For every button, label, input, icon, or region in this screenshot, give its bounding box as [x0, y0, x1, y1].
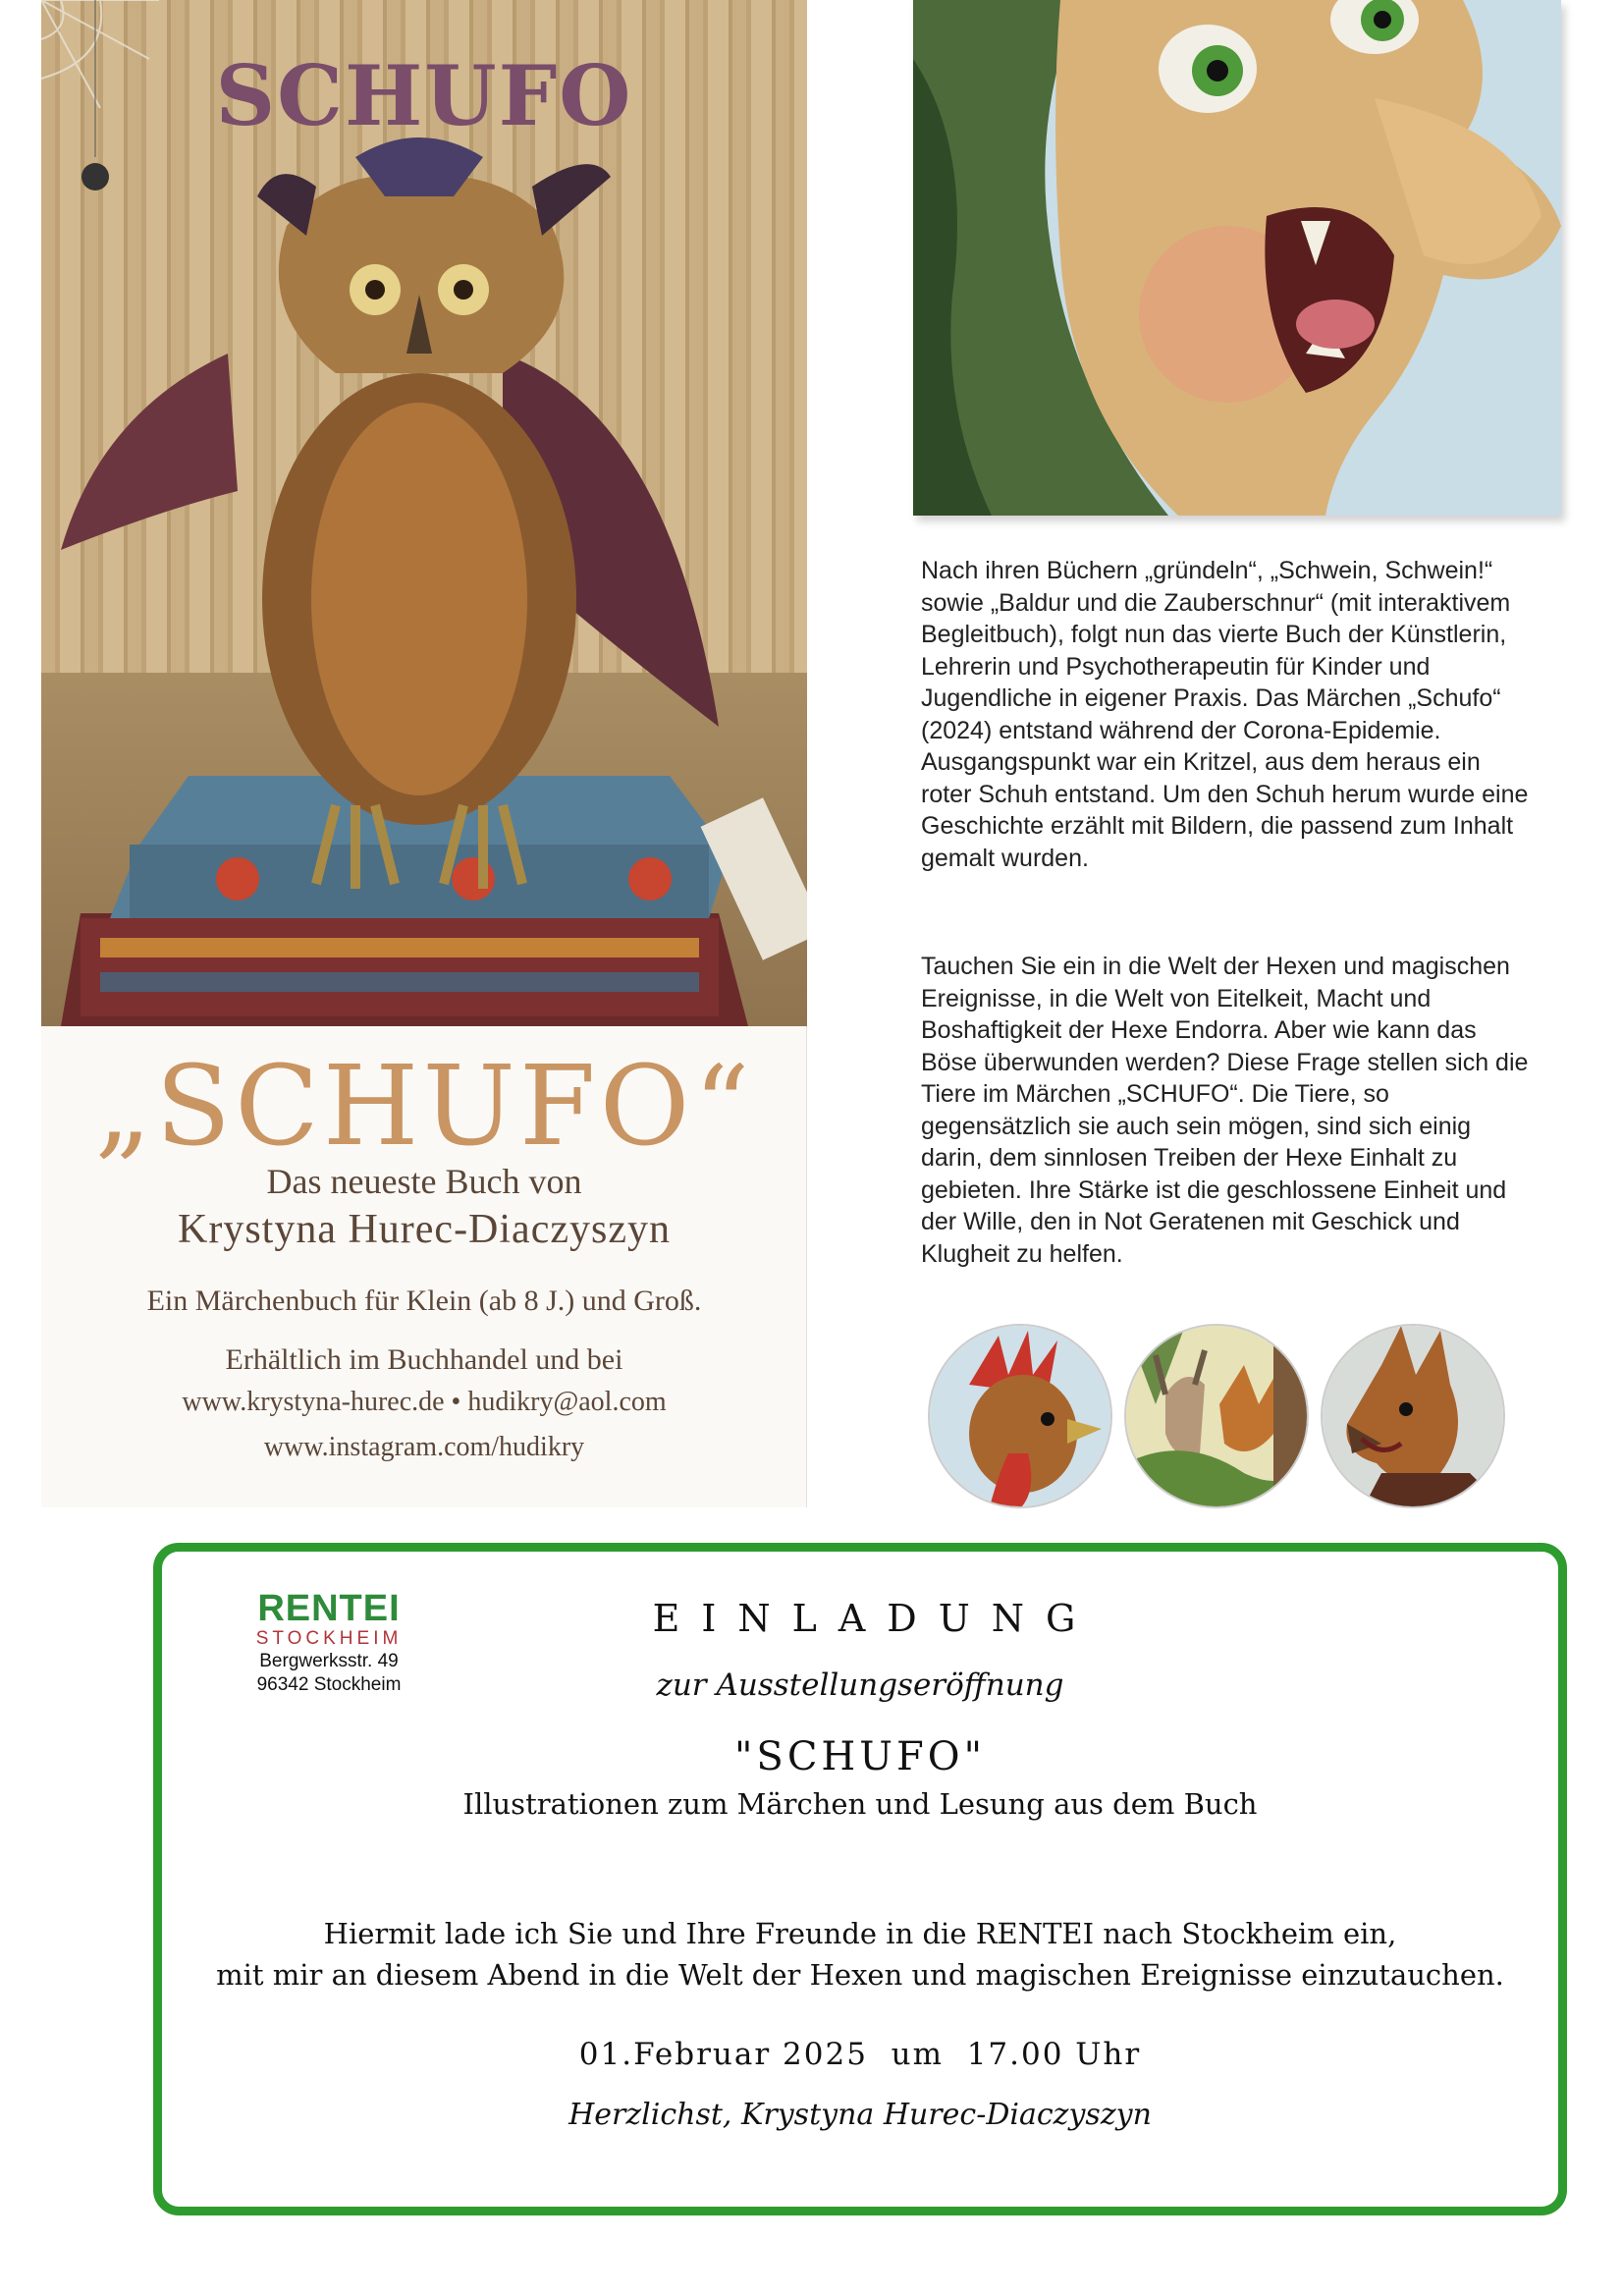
cover-instagram: www.instagram.com/hudikry — [263, 1432, 585, 1462]
invitation-subtitle: Illustrationen zum Märchen und Lesung aus dem Buch — [462, 1787, 1258, 1821]
cover-title: SCHUFO — [215, 47, 633, 144]
logo-street: Bergwerksstr. 49 — [259, 1651, 399, 1671]
invitation-text-line-1: Hiermit lade ich Sie und Ihre Freunde in die RENTEI nach Stockheim ein, — [323, 1917, 1397, 1950]
invitation-occasion: zur Ausstellungseröffnung — [656, 1667, 1064, 1703]
cover-big-title: „SCHUFO“ — [94, 1043, 754, 1171]
invitation-heading: EINLADUNG — [652, 1597, 1098, 1640]
book-cover — [41, 0, 807, 1507]
cover-illustration-owl — [41, 0, 807, 1026]
rooster-illustration — [928, 1324, 1112, 1508]
logo-name: RENTEI — [257, 1588, 401, 1629]
book-description-paragraph-1: Nach ihren Büchern „gründeln“, „Schwein, Schwein!“ sowie „Baldur und die Zauberschnur“ (mit interaktivem Begleitbuch), folgt nun das vierte Buch der Künstlerin, Lehrerin und Psychotherapeutin für Kinder und Jugendliche in eigener Praxis. Das Märchen „Schufo“ (2024) entstand während der Corona-Epidemie. Ausgangspunkt war ein Kritzel, aus dem heraus ein roter Schuh entstand. Um den Schuh herum wurde eine Geschichte erzählt mit Bildern, die passend zum Inhalt gemalt wurden. — [921, 557, 1529, 872]
invitation-frame — [153, 1543, 1567, 2215]
invitation-text-line-2: mit mir an diesem Abend in die Welt der Hexen und magischen Ereignisse einzutauchen. — [216, 1958, 1504, 1992]
cover-availability: Erhältlich im Buchhandel und bei — [225, 1343, 623, 1376]
invitation-title: "SCHUFO" — [734, 1734, 986, 1779]
book-description-paragraph-2: Tauchen Sie ein in die Welt der Hexen und magischen Ereignisse, in die Welt von Eitelkeit, Macht und Boshaftigkeit der Hexe Endorra. Aber wie kann das Böse überwunden werden? Diese Frage stellen sich die Tiere im Märchen „SCHUFO“. Die Tiere, so gegensätzlich sie auch sein mögen, sind sich einig darin, dem sinnlosen Treiben der Hexe Einhalt zu gebieten. Ihre Stärke ist die geschlossene Einheit und der Wille, den in Not Geratenen mit Geschick und Klugheit zu helfen. — [921, 953, 1529, 1268]
witch-illustration — [913, 0, 1561, 516]
cover-subtitle: Das neueste Buch von — [266, 1162, 582, 1201]
cover-author: Krystyna Hurec-Diaczyszyn — [178, 1207, 671, 1252]
invitation-date: 01.Februar 2025 um 17.00 Uhr — [578, 2037, 1142, 2072]
dog-illustration — [1321, 1324, 1505, 1508]
logo-city: 96342 Stockheim — [256, 1674, 402, 1695]
cover-info: Ein Märchenbuch für Klein (ab 8 J.) und Groß. — [146, 1285, 702, 1317]
invitation-signature: Herzlichst, Krystyna Hurec-Diaczyszyn — [568, 2098, 1152, 2132]
logo-place: STOCKHEIM — [255, 1628, 403, 1649]
goat-fox-illustration — [1124, 1324, 1309, 1508]
animal-medallions — [928, 1324, 1505, 1508]
spider-icon — [81, 163, 109, 191]
cover-website-email: www.krystyna-hurec.de • hudikry@aol.com — [182, 1387, 667, 1417]
